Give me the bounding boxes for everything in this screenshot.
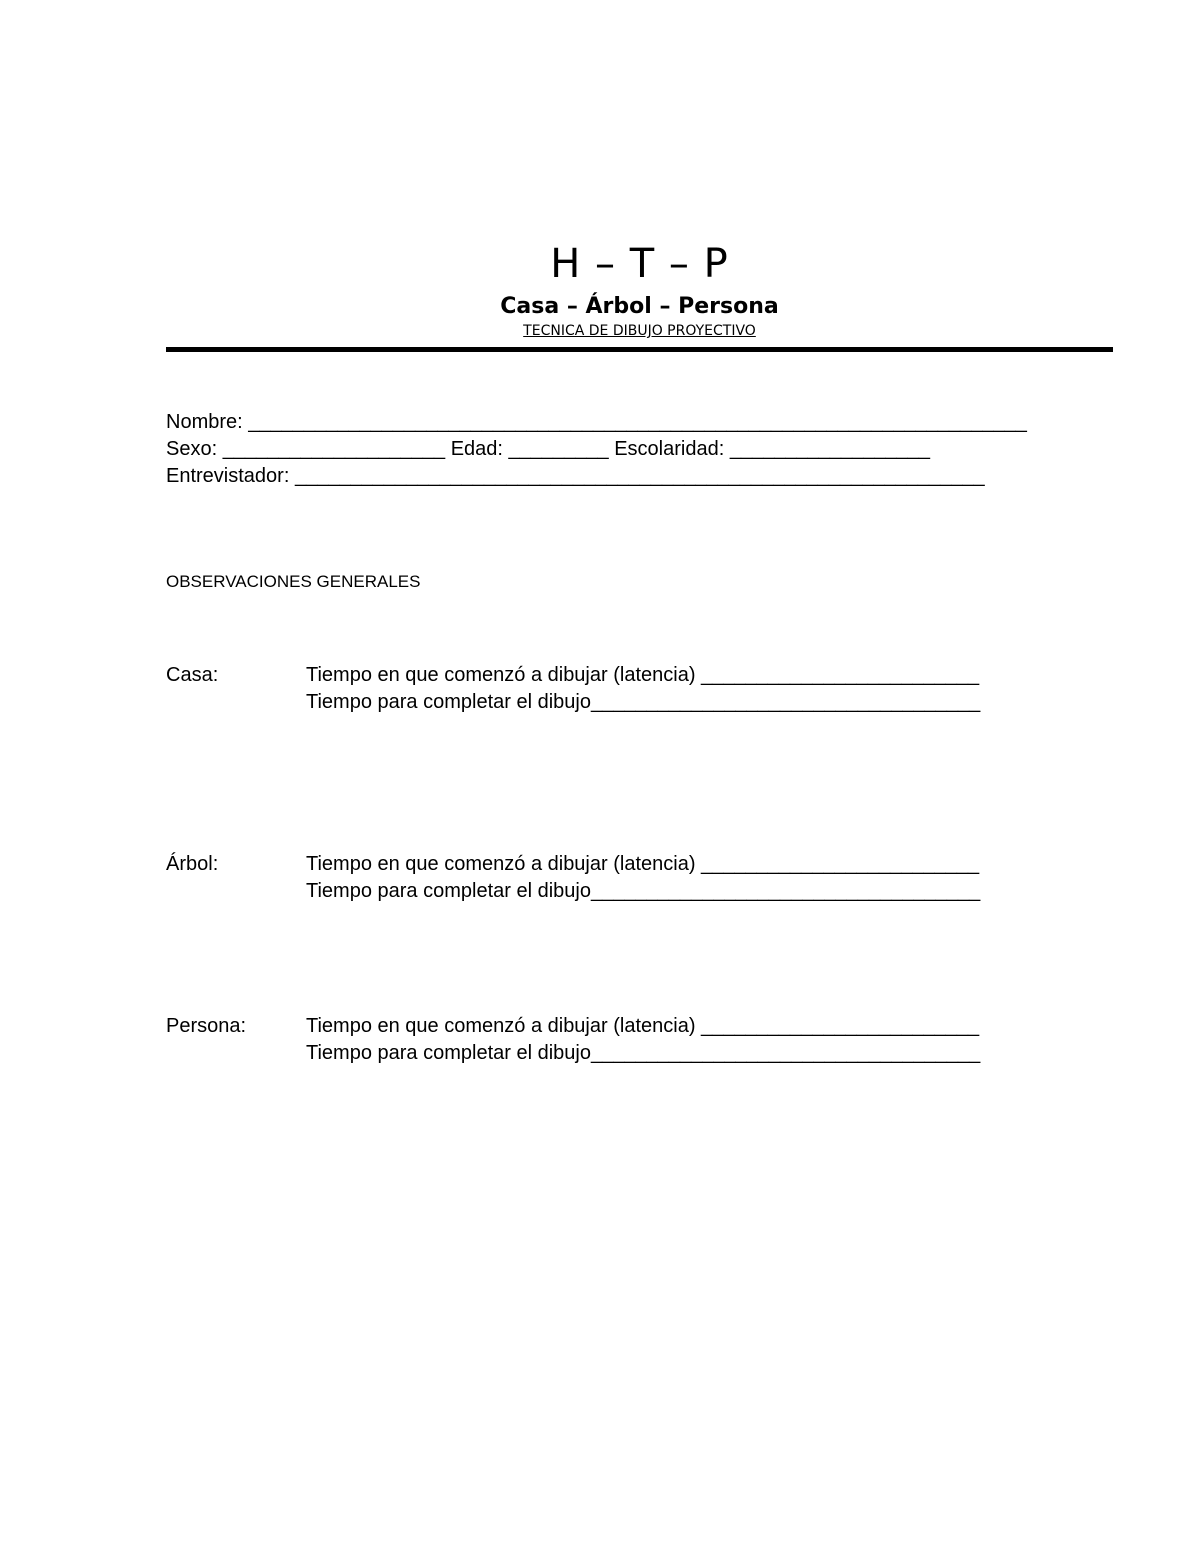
sexo-edad-escolaridad-fields[interactable]: Sexo: ____________________ Edad: _________ Escolaridad: __________________ [166, 438, 931, 460]
header-divider [166, 347, 1113, 352]
entrevistador-field[interactable]: Entrevistador: ______________________________________________________________ [166, 465, 985, 487]
drawing-subject-label: Árbol: [166, 853, 219, 875]
technique-label: TECNICA DE DIBUJO PROYECTIVO [523, 323, 756, 339]
drawing-subject-label: Persona: [166, 1015, 247, 1037]
completion-field[interactable]: Tiempo para completar el dibujo___________________________________ [306, 1042, 981, 1064]
latency-field[interactable]: Tiempo en que comenzó a dibujar (latencia) _________________________ [306, 853, 980, 875]
latency-field[interactable]: Tiempo en que comenzó a dibujar (latencia) _________________________ [306, 1015, 980, 1037]
form-header [166, 238, 1113, 340]
completion-field[interactable]: Tiempo para completar el dibujo___________________________________ [306, 691, 981, 713]
observations-heading: OBSERVACIONES GENERALES [166, 572, 421, 591]
nombre-field[interactable]: Nombre: ______________________________________________________________________ [166, 411, 1027, 433]
form-title: H – T – P [550, 241, 729, 287]
latency-field[interactable]: Tiempo en que comenzó a dibujar (latencia) _________________________ [306, 664, 980, 686]
form-subtitle: Casa – Árbol – Persona [500, 294, 779, 319]
drawing-subject-label: Casa: [166, 664, 219, 686]
completion-field[interactable]: Tiempo para completar el dibujo___________________________________ [306, 880, 981, 902]
